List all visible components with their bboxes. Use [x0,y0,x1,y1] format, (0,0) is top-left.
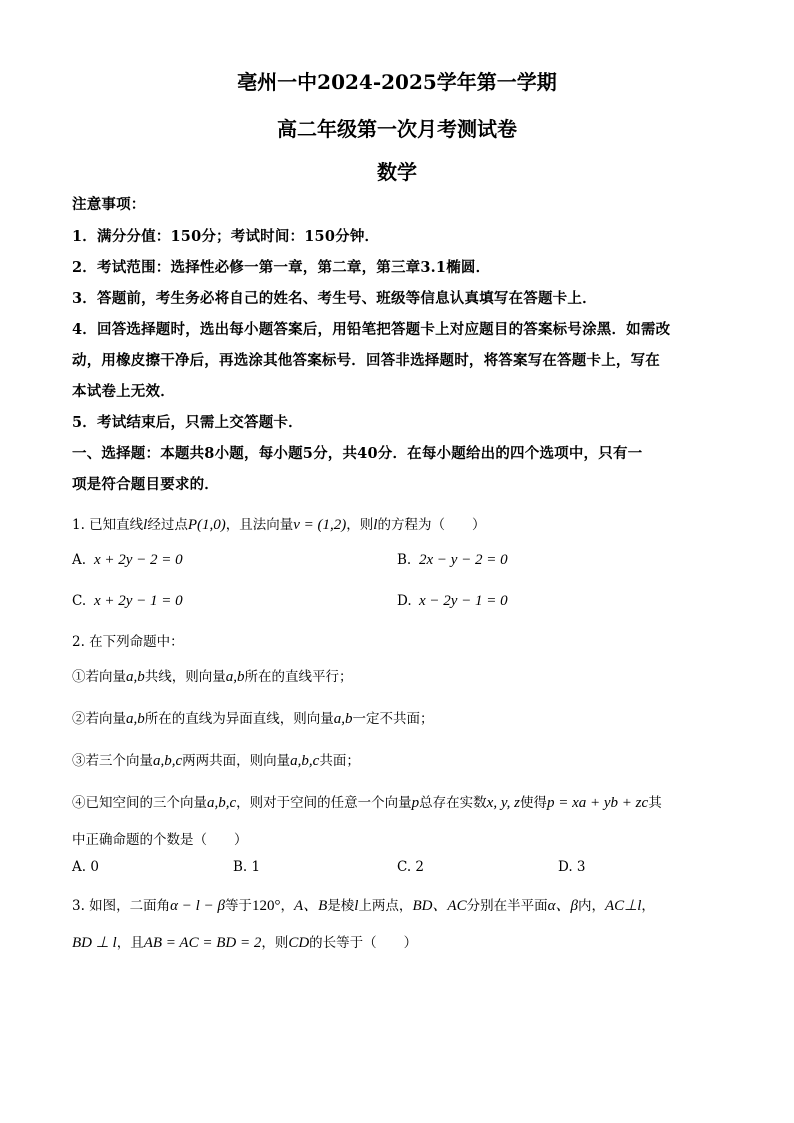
q1-text-c: ，且法向量 [225,517,294,533]
q2-option-d: D. 3 [558,859,586,875]
question-3-line2: BD ⊥ l，且AB = AC = BD = 2，则CD的长等于（ ） [72,935,418,951]
q1-option-c: C. x + 2y − 1 = 0 [72,593,183,609]
q1-option-d: D. x − 2y − 1 = 0 [397,593,508,609]
question-3-line1: 3. 如图，二面角α − l − β等于120°，A、B是棱l上两点，BD、AC分别在半平面α、β内，AC⊥l， [72,898,655,914]
note-4-line1: 4．回答选择题时，选出每小题答案后，用铅笔把答题卡上对应题目的答案标号涂黑．如需改 [72,321,671,338]
section1-line1: 一、选择题：本题共8小题，每小题5分，共40分．在每小题给出的四个选项中，只有一 [72,445,643,462]
q2-proposition-1: ①若向量a,b共线，则向量a,b所在的直线平行； [72,669,353,685]
q2-tail: 中正确命题的个数是（ ） [72,832,248,848]
q2-proposition-4: ④已知空间的三个向量a,b,c，则对于空间的任意一个向量p总存在实数x, y, z使得p = xa + yb + zc其 [72,795,662,811]
note-3: 3．答题前，考生务必将自己的姓名、考生号、班级等信息认真填写在答题卡上． [72,290,597,307]
q1-text-e: 的方程为（ ） [377,517,486,533]
notes-heading: 注意事项： [72,196,146,213]
question-1-stem [72,513,485,534]
subject-title: 数学 [377,160,417,184]
q1-var-l-2: l [373,517,378,533]
exam-name-title: 高二年级第一次月考测试卷 [277,117,517,141]
school-term-title: 亳州一中2024-2025学年第一学期 [237,70,557,94]
q1-text-a: 1. 已知直线 [72,517,144,533]
q2-proposition-2: ②若向量a,b所在的直线为异面直线，则向量a,b一定不共面； [72,711,434,727]
note-1: 1．满分分值：150分；考试时间：150分钟． [72,228,380,245]
q1-var-l: l [143,517,148,533]
q1-text-d: ，则 [346,517,374,533]
q1-option-b: B. 2x − y − 2 = 0 [397,552,508,568]
question-2-stem: 2. 在下列命题中： [72,634,184,650]
q1-text-b: 经过点 [147,517,188,533]
q1-point: P(1,0) [187,517,226,533]
note-4-line3: 本试卷上无效． [72,383,175,400]
q2-option-c: C. 2 [397,859,425,875]
note-4-line2: 动，用橡皮擦干净后，再选涂其他答案标号．回答非选择题时，将答案写在答题卡上，写在 [72,352,660,369]
section1-line2: 项是符合题目要求的． [72,476,219,493]
note-2: 2．考试范围：选择性必修一第一章，第二章，第三章3.1椭圆． [72,259,491,276]
q2-option-a: A. 0 [72,859,99,875]
q1-option-a: A. x + 2y − 2 = 0 [72,552,183,568]
q2-option-b: B. 1 [233,859,261,875]
note-5: 5．考试结束后，只需上交答题卡． [72,414,303,431]
q1-vector: v = (1,2) [293,517,347,533]
q2-proposition-3: ③若三个向量a,b,c两两共面，则向量a,b,c共面； [72,753,360,769]
